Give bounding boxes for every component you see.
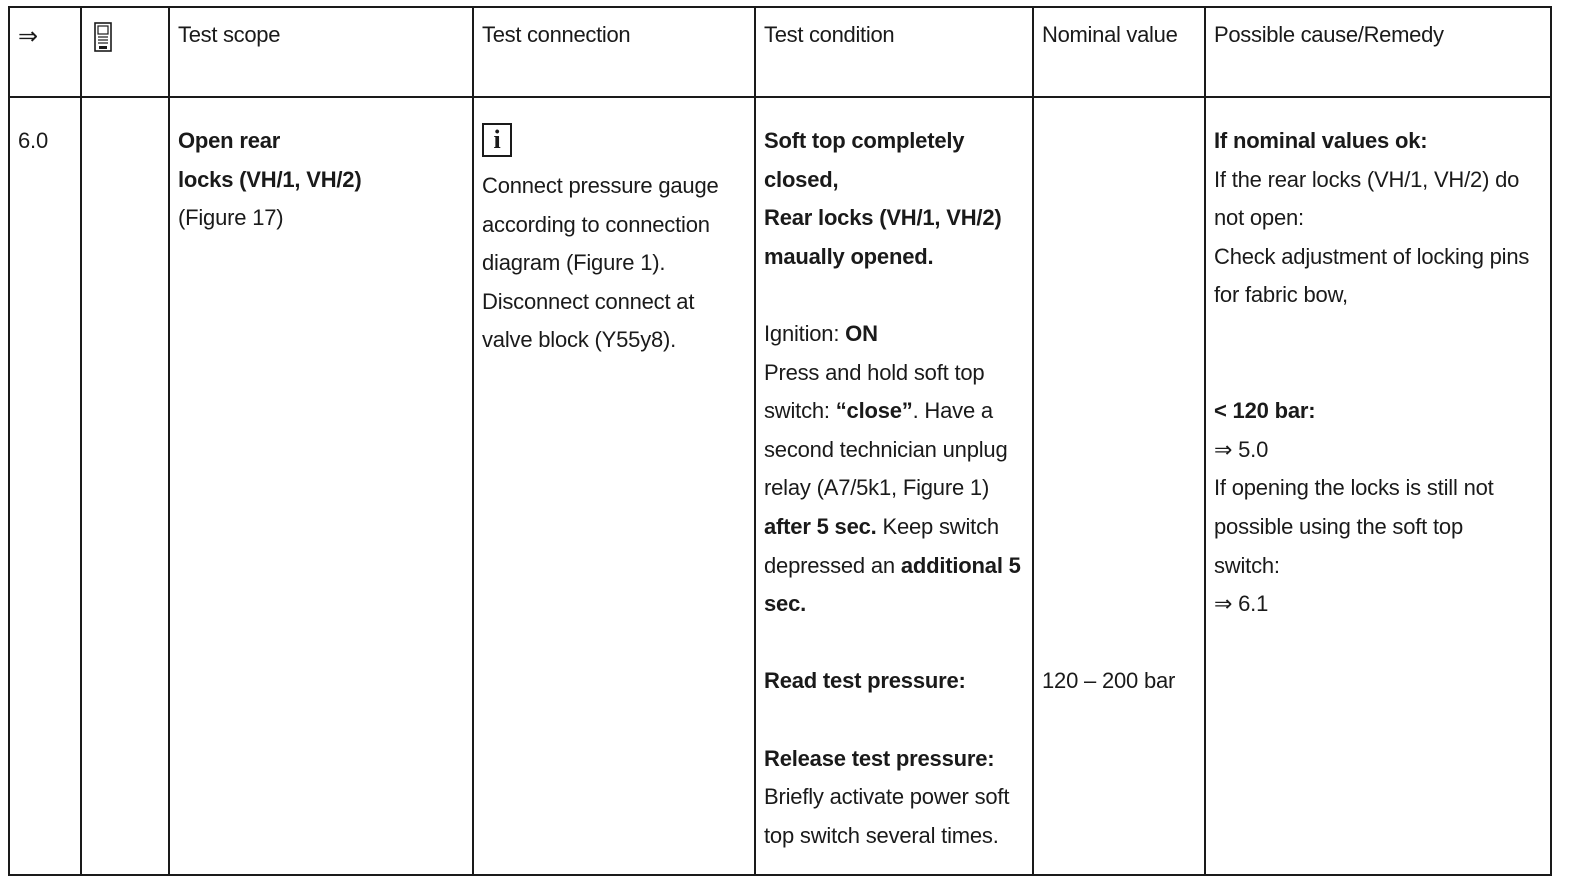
low-pressure-heading: < 120 bar: [1214, 398, 1316, 424]
header-test-scope: Test scope [169, 7, 473, 97]
read-pressure-label: Read test pressure: [764, 668, 966, 694]
release-pressure-label: Release test pressure: [764, 745, 995, 771]
condition-line [764, 508, 1026, 547]
scope-line: Open rear [178, 128, 281, 153]
cause-line: switch: [1214, 552, 1280, 578]
table-header-row [9, 7, 1551, 97]
test-connection-cell [473, 97, 755, 875]
condition-line: sec. [764, 591, 807, 617]
header-station-icon [81, 7, 169, 97]
nominal-value: 120 – 200 bar [1042, 668, 1176, 694]
condition-line: Soft top completely [764, 128, 965, 153]
after-time: after 5 sec. [764, 513, 877, 539]
condition-line: Press and hold soft top [764, 359, 985, 385]
ignition-value: ON [845, 320, 878, 346]
condition-line [764, 392, 1026, 431]
step-number: 6.0 [9, 97, 81, 875]
cause-line: for fabric bow, [1214, 282, 1348, 308]
header-nominal-value: Nominal value [1033, 7, 1205, 97]
info-icon: i [482, 123, 512, 157]
next-step-ref: ⇒ 6.1 [1214, 591, 1269, 617]
connection-line: diagram (Figure 1). [482, 250, 666, 276]
additional-time: additional 5 [900, 552, 1021, 578]
cause-line: Check adjustment of locking pins [1214, 243, 1530, 269]
condition-line [764, 547, 1026, 586]
switch-label: switch: [764, 398, 836, 424]
header-possible-cause: Possible cause/Remedy [1205, 7, 1551, 97]
table-row [9, 97, 1551, 875]
cause-line: If the rear locks (VH/1, VH/2) do [1214, 166, 1520, 192]
depressed-text: depressed an [764, 552, 901, 578]
condition-line: maually opened. [764, 243, 934, 269]
connection-line: Connect pressure gauge [482, 173, 719, 198]
station-cell [81, 97, 169, 875]
keep-switch: Keep switch [876, 513, 999, 539]
header-test-condition: Test condition [755, 7, 1033, 97]
low-pressure-ref: ⇒ 5.0 [1214, 436, 1269, 462]
cause-line: If opening the locks is still not [1214, 475, 1494, 501]
scope-line: locks (VH/1, VH/2) [178, 166, 362, 192]
connection-line: valve block (Y55y8). [482, 327, 677, 353]
arrow-icon: ⇒ [18, 23, 38, 50]
nominal-value-cell [1033, 97, 1205, 875]
condition-line: second technician unplug [764, 436, 1008, 462]
possible-cause-cell [1205, 97, 1551, 875]
test-station-icon [94, 22, 112, 52]
switch-post: . Have a [912, 398, 993, 424]
condition-line: Rear locks (VH/1, VH/2) [764, 205, 1002, 231]
test-scope-cell [169, 97, 473, 875]
diagnostic-sheet [8, 6, 1550, 876]
ignition-label: Ignition: [764, 320, 846, 346]
connection-line: according to connection [482, 211, 710, 237]
test-condition-cell [755, 97, 1033, 875]
ok-heading: If nominal values ok: [1214, 128, 1428, 153]
condition-line: closed, [764, 166, 839, 192]
test-table [8, 6, 1552, 876]
header-test-connection: Test connection [473, 7, 755, 97]
cause-line: not open: [1214, 205, 1304, 231]
switch-close: “close” [835, 398, 913, 424]
ignition-line [764, 315, 1026, 354]
condition-line: relay (A7/5k1, Figure 1) [764, 475, 990, 501]
header-arrow [9, 7, 81, 97]
connection-line: Disconnect connect at [482, 288, 695, 314]
scope-figure-ref: (Figure 17) [178, 205, 284, 231]
cause-line: possible using the soft top [1214, 513, 1463, 539]
condition-line: Briefly activate power soft [764, 784, 1010, 810]
condition-line: top switch several times. [764, 822, 999, 848]
